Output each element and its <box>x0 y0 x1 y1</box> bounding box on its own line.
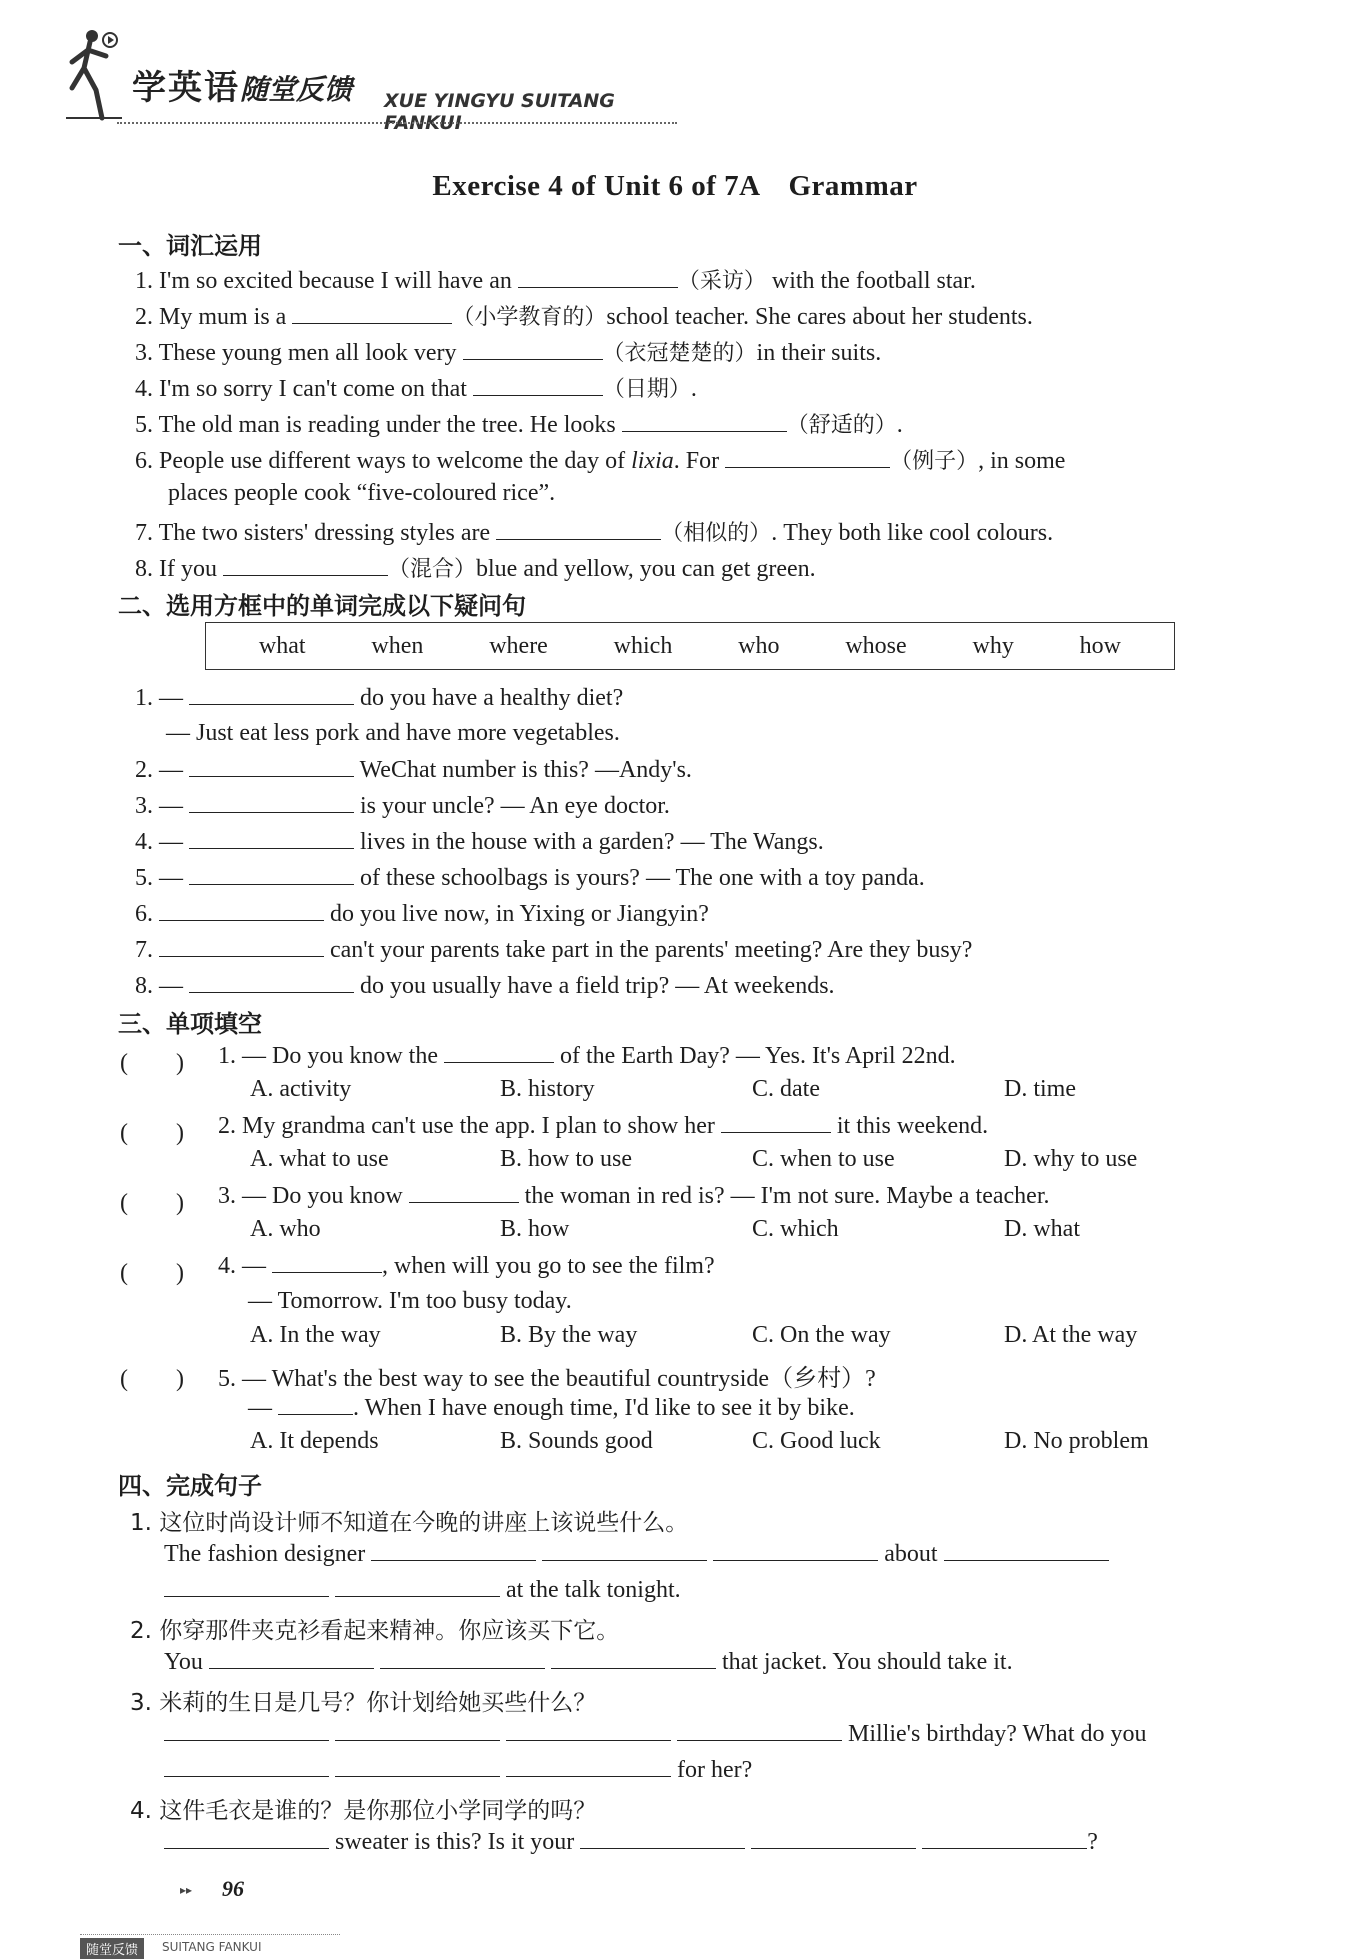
answer-blank[interactable] <box>580 1828 745 1849</box>
option-d[interactable]: D. At the way <box>1004 1322 1138 1348</box>
answer-blank[interactable] <box>380 1648 545 1669</box>
option-d[interactable]: D. No problem <box>1004 1428 1149 1454</box>
answer-paren[interactable]: ( ) <box>120 1050 184 1076</box>
answer-blank[interactable] <box>751 1828 916 1849</box>
vocab-item: 6. People use different ways to welcome the day of lixia. For （例子）, in some <box>135 448 1066 474</box>
question-item: 8. — do you usually have a field trip? — At weekends. <box>135 973 835 999</box>
vocab-item-continued: places people cook “five-coloured rice”. <box>168 480 556 506</box>
answer-blank[interactable] <box>721 1112 831 1133</box>
answer-blank[interactable] <box>159 936 324 957</box>
mc-question-reply: — Tomorrow. I'm too busy today. <box>248 1288 572 1314</box>
word-box <box>205 622 1175 670</box>
option-c[interactable]: C. date <box>752 1076 820 1102</box>
footer-divider <box>80 1934 340 1935</box>
option-a[interactable]: A. It depends <box>250 1428 379 1454</box>
answer-blank[interactable] <box>444 1042 554 1063</box>
question-answer-line: — Just eat less pork and have more vegetables. <box>166 720 620 746</box>
translation-line: at the talk tonight. <box>164 1576 681 1604</box>
translation-prompt: 4. 这件毛衣是谁的？是你那位小学同学的吗？ <box>130 1798 597 1824</box>
page-number: 96 <box>222 1876 244 1901</box>
runner-logo-icon <box>62 18 132 130</box>
answer-blank[interactable] <box>189 828 354 849</box>
answer-blank[interactable] <box>189 972 354 993</box>
option-b[interactable]: B. history <box>500 1076 595 1102</box>
answer-blank[interactable] <box>335 1720 500 1741</box>
question-item: 3. — is your uncle? — An eye doctor. <box>135 793 670 819</box>
answer-blank[interactable] <box>189 864 354 885</box>
answer-blank[interactable] <box>335 1576 500 1597</box>
vocab-item: 3. These young men all look very （衣冠楚楚的）in their suits. <box>135 340 882 366</box>
answer-blank[interactable] <box>164 1828 329 1849</box>
answer-blank[interactable] <box>622 411 787 432</box>
translation-line: Millie's birthday? What do you <box>164 1720 1147 1748</box>
answer-blank[interactable] <box>292 303 452 324</box>
answer-blank[interactable] <box>922 1828 1087 1849</box>
question-item: 2. — WeChat number is this? —Andy's. <box>135 757 692 783</box>
translation-prompt: 3. 米莉的生日是几号？你计划给她买些什么？ <box>130 1690 597 1716</box>
answer-blank[interactable] <box>335 1756 500 1777</box>
option-d[interactable]: D. why to use <box>1004 1146 1138 1172</box>
option-a[interactable]: A. what to use <box>250 1146 389 1172</box>
vocab-item: 1. I'm so excited because I will have an （采访） with the football star. <box>135 268 976 294</box>
translation-line: for her? <box>164 1756 752 1784</box>
word-option: when <box>371 632 424 659</box>
question-item: 4. — lives in the house with a garden? — The Wangs. <box>135 829 824 855</box>
mc-question-reply: — . When I have enough time, I'd like to see it by bike. <box>248 1395 855 1421</box>
word-option: why <box>972 632 1014 659</box>
section-2-heading: 二、选用方框中的单词完成以下疑问句 <box>118 592 526 620</box>
answer-blank[interactable] <box>164 1576 329 1597</box>
answer-blank[interactable] <box>189 756 354 777</box>
header-title-cn: 学英语 <box>132 68 240 108</box>
answer-paren[interactable]: ( ) <box>120 1120 184 1146</box>
vocab-item: 4. I'm so sorry I can't come on that （日期）. <box>135 376 697 402</box>
header-divider <box>117 122 677 124</box>
word-option: which <box>613 632 673 659</box>
answer-blank[interactable] <box>725 447 890 468</box>
question-item: 7. can't your parents take part in the parents' meeting? Are they busy? <box>135 937 973 963</box>
option-a[interactable]: A. In the way <box>250 1322 381 1348</box>
answer-blank[interactable] <box>272 1252 382 1273</box>
answer-blank[interactable] <box>209 1648 374 1669</box>
answer-blank[interactable] <box>542 1540 707 1561</box>
option-b[interactable]: B. Sounds good <box>500 1428 653 1454</box>
mc-question: 5. — What's the best way to see the beautiful countryside（乡村）? <box>218 1366 876 1392</box>
question-item: 6. do you live now, in Yixing or Jiangyin? <box>135 901 709 927</box>
translation-prompt: 2. 你穿那件夹克衫看起来精神。你应该买下它。 <box>130 1618 620 1644</box>
footer-tag-cn: 随堂反馈 <box>80 1938 144 1959</box>
answer-blank[interactable] <box>473 375 603 396</box>
question-item: 1. — do you have a healthy diet? <box>135 685 624 711</box>
answer-blank[interactable] <box>677 1720 842 1741</box>
answer-paren[interactable]: ( ) <box>120 1190 184 1216</box>
answer-blank[interactable] <box>506 1720 671 1741</box>
answer-paren[interactable]: ( ) <box>120 1260 184 1286</box>
word-option: what <box>258 632 306 659</box>
page-title: Exercise 4 of Unit 6 of 7A Grammar <box>432 170 918 202</box>
mc-question: 4. — , when will you go to see the film? <box>218 1253 715 1279</box>
word-option: where <box>489 632 548 659</box>
option-c[interactable]: C. which <box>752 1216 839 1242</box>
word-option: who <box>738 632 780 659</box>
translation-line: sweater is this? Is it your ? <box>164 1828 1098 1856</box>
section-3-heading: 三、单项填空 <box>118 1010 262 1038</box>
double-arrow-icon: ▸▸ <box>180 1883 193 1897</box>
word-option: how <box>1079 632 1121 659</box>
section-4-heading: 四、完成句子 <box>118 1472 262 1500</box>
vocab-item: 7. The two sisters' dressing styles are （相似的）. They both like cool colours. <box>135 520 1054 546</box>
answer-blank[interactable] <box>506 1756 671 1777</box>
answer-paren[interactable]: ( ) <box>120 1366 184 1392</box>
answer-blank[interactable] <box>223 555 388 576</box>
vocab-item: 8. If you （混合）blue and yellow, you can get green. <box>135 556 816 582</box>
answer-blank[interactable] <box>944 1540 1109 1561</box>
mc-question: 2. My grandma can't use the app. I plan to show her it this weekend. <box>218 1113 989 1139</box>
translation-prompt: 1. 这位时尚设计师不知道在今晚的讲座上该说些什么。 <box>130 1510 689 1536</box>
answer-blank[interactable] <box>518 267 678 288</box>
answer-blank[interactable] <box>551 1648 716 1669</box>
option-c[interactable]: C. Good luck <box>752 1428 881 1454</box>
translation-line: You that jacket. You should take it. <box>164 1649 1013 1675</box>
vocab-item: 5. The old man is reading under the tree. He looks （舒适的）. <box>135 412 903 438</box>
option-a[interactable]: A. activity <box>250 1076 352 1102</box>
answer-blank[interactable] <box>463 339 603 360</box>
option-c[interactable]: C. On the way <box>752 1322 891 1348</box>
answer-blank[interactable] <box>189 684 354 705</box>
vocab-item: 2. My mum is a （小学教育的）school teacher. She cares about her students. <box>135 304 1033 330</box>
option-a[interactable]: A. who <box>250 1216 321 1242</box>
answer-blank[interactable] <box>164 1720 329 1741</box>
option-c[interactable]: C. when to use <box>752 1146 895 1172</box>
option-b[interactable]: B. By the way <box>500 1322 638 1348</box>
word-option: whose <box>845 632 907 659</box>
answer-blank[interactable] <box>371 1540 536 1561</box>
option-b[interactable]: B. how to use <box>500 1146 632 1172</box>
mc-question: 3. — Do you know the woman in red is? — I'm not sure. Maybe a teacher. <box>218 1183 1050 1209</box>
footer-tag-en: SUITANG FANKUI <box>162 1940 262 1954</box>
option-b[interactable]: B. how <box>500 1216 570 1242</box>
header-subtitle-cn: 随堂反馈 <box>240 73 353 106</box>
answer-blank[interactable] <box>159 900 324 921</box>
header-banner <box>62 18 682 134</box>
answer-blank[interactable] <box>164 1756 329 1777</box>
header-title-en: XUE YINGYU SUITANG FANKUI <box>384 90 615 134</box>
answer-blank[interactable] <box>496 519 661 540</box>
option-d[interactable]: D. what <box>1004 1216 1080 1242</box>
section-1-heading: 一、词汇运用 <box>118 232 262 260</box>
translation-line: The fashion designer about <box>164 1540 1109 1568</box>
answer-blank[interactable] <box>189 792 354 813</box>
option-d[interactable]: D. time <box>1004 1076 1076 1102</box>
answer-blank[interactable] <box>713 1540 878 1561</box>
answer-blank[interactable] <box>409 1182 519 1203</box>
mc-question: 1. — Do you know the of the Earth Day? — Yes. It's April 22nd. <box>218 1043 956 1069</box>
question-item: 5. — of these schoolbags is yours? — The one with a toy panda. <box>135 865 925 891</box>
answer-blank[interactable] <box>278 1394 353 1415</box>
